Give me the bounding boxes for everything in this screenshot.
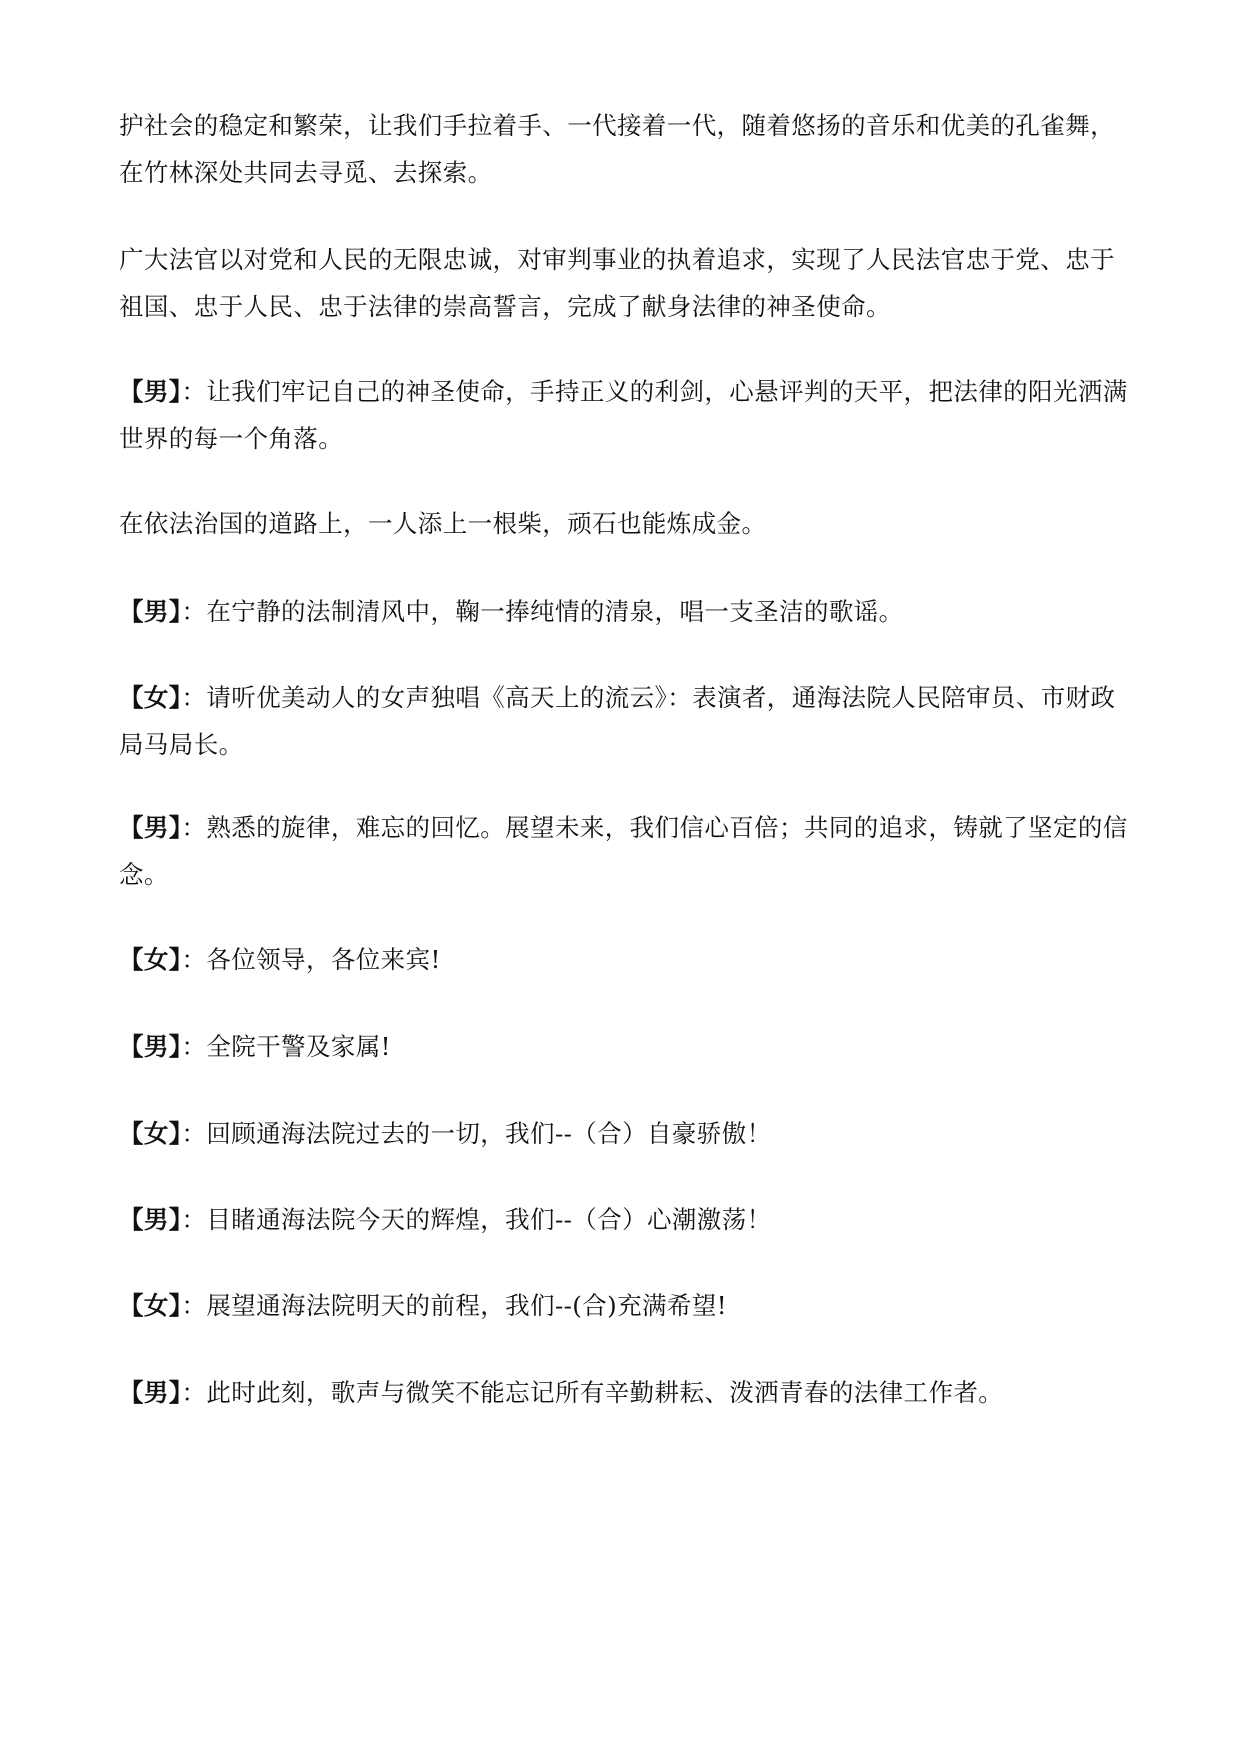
paragraph-text: ：各位领导，各位来宾! <box>181 945 441 974</box>
paragraph-text: 护社会的稳定和繁荣，让我们手拉着手、一代接着一代，随着悠扬的音乐和优美的孔雀舞，在竹林深处共同去寻觅、去探索。 <box>119 111 1115 187</box>
paragraph <box>119 1023 1129 1070</box>
paragraph <box>119 674 1129 768</box>
paragraph <box>119 804 1129 898</box>
paragraph-text: ：目睹通海法院今天的辉煌，我们--（合）心潮激荡！ <box>181 1205 772 1234</box>
paragraph <box>119 1110 1129 1157</box>
speaker-label: 【男】 <box>119 1032 182 1061</box>
paragraph <box>119 1369 1129 1416</box>
speaker-label: 【男】 <box>119 597 182 626</box>
paragraph-text: ：此时此刻，歌声与微笑不能忘记所有辛勤耕耘、泼洒青春的法律工作者。 <box>181 1378 1004 1407</box>
speaker-label: 【女】 <box>119 683 182 712</box>
paragraph-text: ：在宁静的法制清风中，鞠一捧纯情的清泉，唱一支圣洁的歌谣。 <box>181 597 904 626</box>
paragraph-text: ：回顾通海法院过去的一切，我们--（合）自豪骄傲！ <box>181 1119 772 1148</box>
paragraph-text: ：全院干警及家属! <box>181 1032 391 1061</box>
paragraph <box>119 588 1129 635</box>
paragraph <box>119 936 1129 983</box>
speaker-label: 【女】 <box>119 945 182 974</box>
paragraph-text: ：请听优美动人的女声独唱《高天上的流云》：表演者，通海法院人民陪审员、市财政局马局长。 <box>119 683 1116 759</box>
speaker-label: 【男】 <box>119 1378 182 1407</box>
paragraph <box>119 102 1129 196</box>
paragraph-text: ：熟悉的旋律，难忘的回忆。展望未来，我们信心百倍；共同的追求，铸就了坚定的信念。 <box>119 813 1128 889</box>
speaker-label: 【女】 <box>119 1119 182 1148</box>
speaker-label: 【男】 <box>119 813 182 842</box>
paragraph <box>119 1196 1129 1243</box>
paragraph-text: ：展望通海法院明天的前程，我们--(合)充满希望! <box>181 1291 727 1320</box>
paragraph-text: 广大法官以对党和人民的无限忠诚，对审判事业的执着追求，实现了人民法官忠于党、忠于祖国、忠于人民、忠于法律的崇高誓言，完成了献身法律的神圣使命。 <box>119 245 1115 321</box>
speaker-label: 【女】 <box>119 1291 182 1320</box>
paragraph <box>119 500 1129 547</box>
paragraph-text: 在依法治国的道路上，一人添上一根柴，顽石也能炼成金。 <box>119 509 767 538</box>
paragraph <box>119 236 1129 330</box>
speaker-label: 【男】 <box>119 377 182 406</box>
paragraph-text: ：让我们牢记自己的神圣使命，手持正义的利剑，心悬评判的天平，把法律的阳光洒满世界的每一个角落。 <box>119 377 1128 453</box>
paragraph <box>119 1282 1129 1329</box>
speaker-label: 【男】 <box>119 1205 182 1234</box>
paragraph <box>119 368 1129 462</box>
